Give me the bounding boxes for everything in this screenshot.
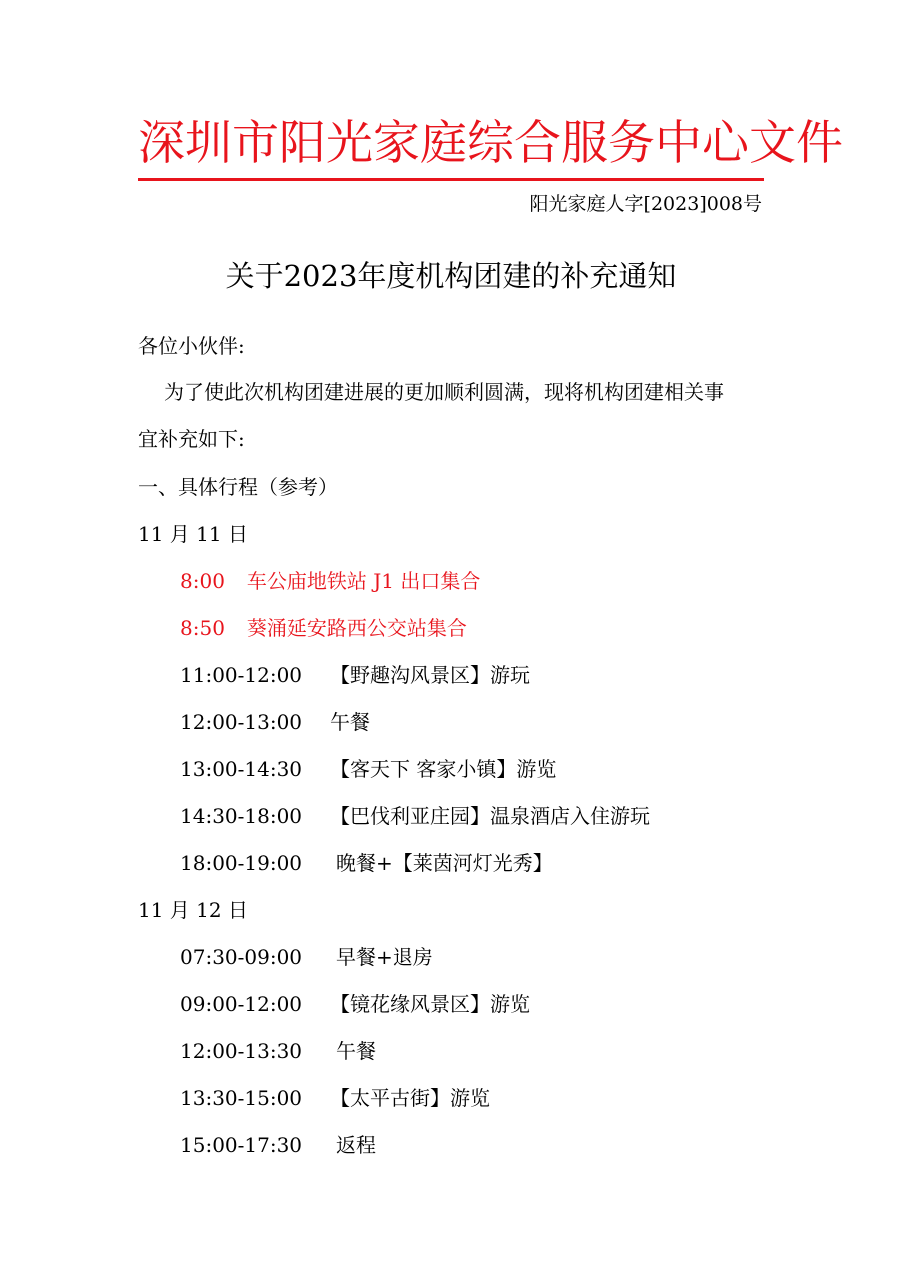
schedule-activity: 午餐	[330, 710, 371, 734]
schedule-activity: 【太平古街】游览	[330, 1086, 491, 1110]
schedule-row	[180, 941, 433, 973]
schedule-time: 13:30-15:00	[180, 1086, 303, 1110]
schedule-time: 12:00-13:00	[180, 710, 303, 734]
schedule-time: 12:00-13:30	[180, 1039, 303, 1063]
schedule-activity: 午餐	[336, 1039, 377, 1063]
schedule-row	[180, 1129, 376, 1161]
schedule-activity: 早餐+退房	[336, 945, 433, 969]
schedule-activity: 晚餐+【莱茵河灯光秀】	[336, 851, 553, 875]
schedule-activity: 【客天下 客家小镇】游览	[330, 757, 557, 781]
schedule-time: 18:00-19:00	[180, 851, 303, 875]
day2-date: 11 月 12 日	[138, 898, 248, 922]
schedule-time: 07:30-09:00	[180, 945, 303, 969]
schedule-time: 14:30-18:00	[180, 804, 303, 828]
schedule-row	[180, 753, 556, 785]
schedule-row	[180, 659, 530, 691]
schedule-time: 11:00-12:00	[180, 663, 303, 687]
schedule-time: 8:00	[180, 569, 225, 593]
schedule-time: 09:00-12:00	[180, 992, 303, 1016]
schedule-row	[180, 1082, 490, 1114]
schedule-row	[180, 988, 530, 1020]
intro-paragraph-line-1: 为了使此次机构团建进展的更加顺利圆满，现将机构团建相关事	[164, 380, 724, 404]
schedule-row	[180, 800, 650, 832]
salutation: 各位小伙伴:	[138, 334, 245, 358]
masthead-red-rule	[138, 178, 764, 181]
document-title: 关于2023年度机构团建的补充通知	[225, 259, 677, 293]
schedule-row	[180, 565, 480, 597]
schedule-activity: 【野趣沟风景区】游玩	[330, 663, 531, 687]
schedule-time: 15:00-17:30	[180, 1133, 303, 1157]
schedule-row	[180, 612, 467, 644]
day1-date: 11 月 11 日	[138, 522, 248, 546]
schedule-activity: 返程	[336, 1133, 377, 1157]
schedule-activity: 葵涌延安路西公交站集合	[246, 616, 467, 640]
schedule-activity: 【巴伐利亚庄园】温泉酒店入住游玩	[330, 804, 651, 828]
document-number: 阳光家庭人字[2023]008号	[529, 193, 762, 215]
schedule-activity: 【镜花缘风景区】游览	[330, 992, 531, 1016]
schedule-time: 13:00-14:30	[180, 757, 303, 781]
schedule-row	[180, 847, 553, 879]
schedule-row	[180, 706, 370, 738]
intro-paragraph-line-2: 宜补充如下:	[138, 427, 245, 451]
masthead: 深圳市阳光家庭综合服务中心文件	[138, 116, 843, 171]
schedule-row	[180, 1035, 376, 1067]
section-heading-itinerary: 一、具体行程（参考）	[138, 475, 338, 499]
schedule-activity: 车公庙地铁站 J1 出口集合	[246, 569, 481, 593]
schedule-time: 8:50	[180, 616, 225, 640]
